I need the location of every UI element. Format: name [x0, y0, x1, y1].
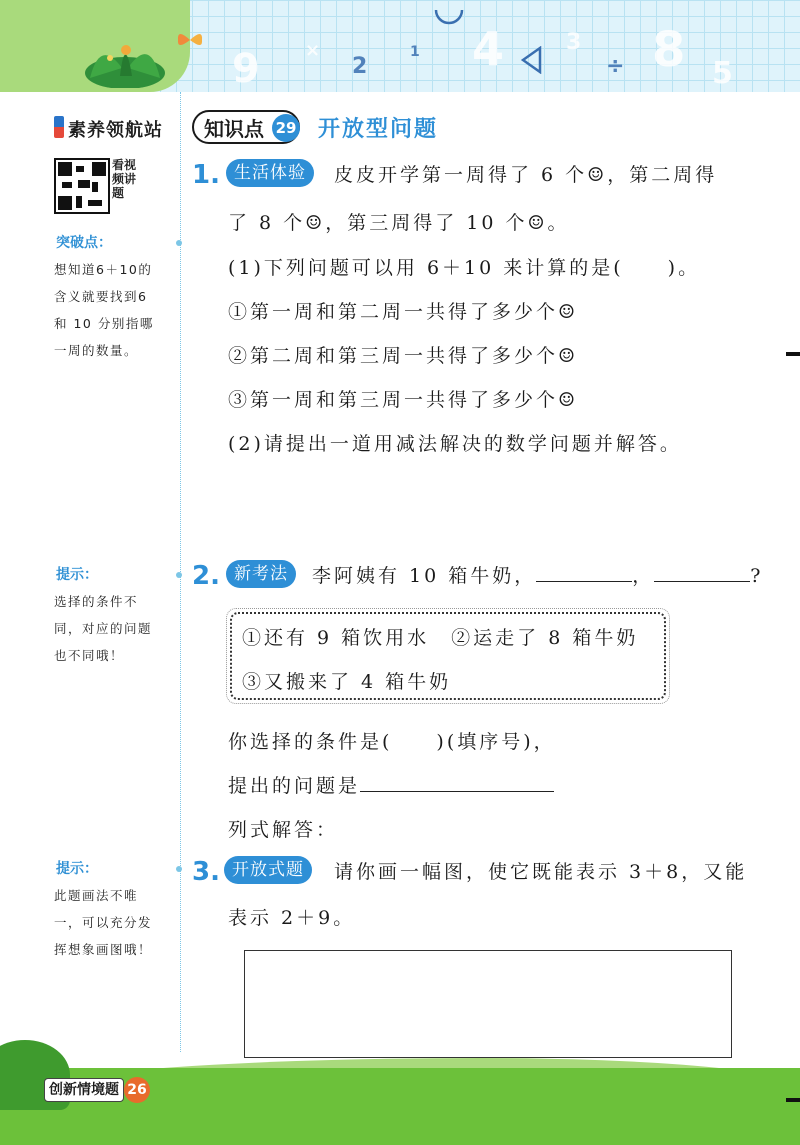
breakthrough-line: 和 10 分别指哪 — [54, 316, 154, 331]
hint1-line: 同，对应的问题 — [54, 621, 153, 636]
q1-option1: ①第一周和第二周一共得了多少个☺ — [228, 301, 579, 323]
butterfly-icon — [175, 28, 205, 52]
qr-code[interactable] — [54, 158, 110, 214]
connector-dot — [176, 240, 182, 246]
q1-line2: 了 8 个☺，第三周得了 10 个☺。 — [228, 212, 570, 234]
deco-triangle — [520, 46, 544, 74]
q2-blank-question[interactable] — [654, 564, 750, 582]
q1-sub1: (1)下列问题可以用 6＋10 来计算的是( )。 — [228, 257, 701, 279]
breakthrough-text — [54, 256, 172, 364]
q2-stem: 李阿姨有 10 箱牛奶， — [312, 565, 537, 587]
breakthrough-title: 突破点： — [56, 235, 112, 251]
q3-tag: 开放式题 — [224, 856, 312, 884]
q1-line1: 皮皮开学第一周得了 6 个☺，第二周得 — [334, 164, 718, 186]
plant-illustration — [80, 28, 170, 88]
page-title: 开放型问题 — [318, 117, 439, 142]
q2-number: 2. — [192, 561, 220, 591]
top-banner — [0, 0, 800, 92]
hint1-text — [54, 588, 172, 669]
q2-conditions-line2: ③又搬来了 4 箱牛奶 — [242, 671, 452, 693]
drawing-area[interactable] — [244, 950, 732, 1058]
q3-line1: 请你画一幅图，使它既能表示 3＋8，又能 — [334, 861, 748, 883]
q3-number: 3. — [192, 857, 220, 887]
q2-tag: 新考法 — [226, 560, 296, 588]
connector-dot — [176, 866, 182, 872]
connector-dot — [176, 572, 182, 578]
hint2-text — [54, 882, 172, 963]
hint2-line: 挥想象画图哦！ — [54, 942, 153, 957]
hint2-title: 提示： — [56, 861, 98, 877]
deco-digit: 4 — [472, 22, 505, 76]
deco-symbol: ÷ — [606, 54, 625, 79]
hint1-line: 选择的条件不 — [54, 594, 139, 609]
q1-sub2: (2)请提出一道用减法解决的数学问题并解答。 — [228, 433, 682, 455]
deco-digit: 9 — [232, 46, 260, 92]
q1-tag: 生活体验 — [226, 159, 314, 187]
sidebar-badge: 素养领航站 — [68, 120, 163, 141]
q2-question-mark: ? — [750, 565, 764, 587]
q2-line1 — [312, 561, 763, 588]
footer-label: 创新情境题 — [44, 1078, 124, 1102]
deco-symbol: × — [305, 40, 321, 61]
q2-propose-line — [228, 771, 554, 798]
q1-option2: ②第二周和第三周一共得了多少个☺ — [228, 345, 579, 367]
hint2-line: 一，可以充分发 — [54, 915, 153, 930]
deco-digit: 2 — [352, 54, 368, 79]
q2-blank-condition[interactable] — [536, 564, 632, 582]
deco-digit: 1 — [410, 44, 420, 60]
q2-comma: ， — [632, 565, 655, 587]
q1-number: 1. — [192, 160, 220, 190]
knowledge-number: 29 — [272, 114, 300, 142]
hint1-line: 也不同哦！ — [54, 648, 125, 663]
qr-label: 看视频讲题 — [112, 158, 137, 200]
knowledge-label: 知识点 — [204, 117, 264, 141]
q2-propose-blank[interactable] — [360, 772, 554, 792]
edge-mark — [786, 1098, 800, 1102]
page-number: 26 — [124, 1077, 150, 1103]
edge-mark — [786, 352, 800, 356]
deco-digit: 3 — [566, 30, 582, 55]
breakthrough-line: 含义就要找到6 — [54, 289, 148, 304]
q2-solve: 列式解答： — [228, 819, 339, 841]
deco-digit: 8 — [652, 22, 686, 78]
deco-digit: 5 — [712, 56, 733, 91]
q2-choose: 你选择的条件是( )(填序号)， — [228, 731, 556, 753]
q2-conditions-line1: ①还有 9 箱饮用水 ②运走了 8 箱牛奶 — [242, 627, 639, 649]
hint1-title: 提示： — [56, 567, 98, 583]
q3-line2: 表示 2＋9。 — [228, 907, 356, 929]
breakthrough-line: 一周的数量。 — [54, 343, 139, 358]
q1-option3: ③第一周和第三周一共得了多少个☺ — [228, 389, 579, 411]
badge-icon — [54, 116, 64, 138]
deco-circle — [432, 2, 466, 34]
q2-propose-label: 提出的问题是 — [228, 775, 361, 797]
hint2-line: 此题画法不唯 — [54, 888, 139, 903]
breakthrough-line: 想知道6＋10的 — [54, 262, 153, 277]
